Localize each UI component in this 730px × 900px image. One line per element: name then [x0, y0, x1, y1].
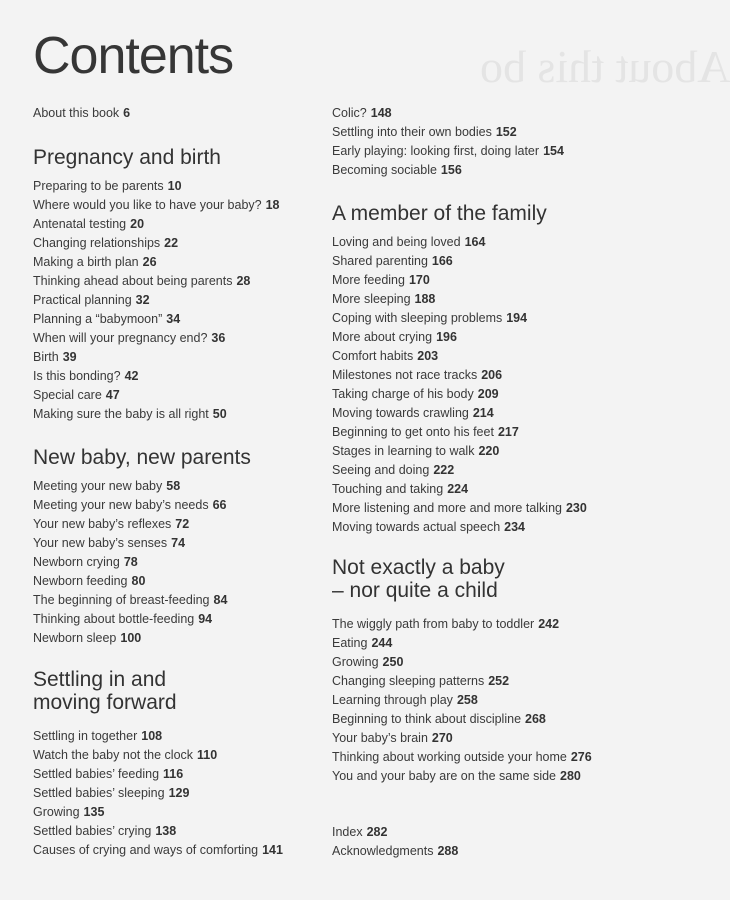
- toc-entry-page-number: 80: [131, 574, 146, 588]
- toc-entry-page-number: 242: [538, 617, 560, 631]
- toc-entry-page-number: 72: [175, 517, 190, 531]
- toc-entry-page-number: 209: [477, 387, 499, 401]
- toc-entry-label: You and your baby are on the same side: [332, 769, 556, 783]
- toc-entry-page-number: 135: [83, 805, 105, 819]
- toc-entry[interactable]: [332, 405, 494, 421]
- toc-entry-page-number: 164: [464, 235, 486, 249]
- toc-entry[interactable]: [33, 573, 145, 589]
- toc-entry-page-number: 276: [570, 750, 592, 764]
- toc-entry[interactable]: [33, 766, 183, 782]
- toc-entry-page-number: 34: [166, 312, 181, 326]
- toc-entry[interactable]: [332, 635, 392, 651]
- toc-entry[interactable]: [332, 500, 587, 516]
- toc-entry[interactable]: [332, 234, 485, 250]
- toc-entry-label: Newborn sleep: [33, 631, 117, 645]
- toc-entry-page-number: 203: [417, 349, 439, 363]
- toc-entry[interactable]: [33, 235, 178, 251]
- toc-entry-label: Acknowledgments: [332, 844, 434, 858]
- toc-entry-page-number: 32: [135, 293, 150, 307]
- toc-entry-label: Beginning to think about discipline: [332, 712, 522, 726]
- toc-entry-label: Beginning to get onto his feet: [332, 425, 494, 439]
- toc-entry[interactable]: [33, 254, 157, 270]
- toc-entry-label: More sleeping: [332, 292, 411, 306]
- toc-entry-label: Growing: [33, 805, 80, 819]
- toc-entry[interactable]: [332, 749, 592, 765]
- toc-entry-label: Meeting your new baby’s needs: [33, 498, 209, 512]
- toc-entry-page-number: 156: [440, 163, 462, 177]
- toc-entry[interactable]: [33, 178, 182, 194]
- toc-entry-page-number: 224: [447, 482, 469, 496]
- toc-entry[interactable]: [33, 728, 162, 744]
- toc-entry-page-number: 36: [211, 331, 226, 345]
- toc-entry-label: Your baby’s brain: [332, 731, 428, 745]
- toc-entry[interactable]: [33, 804, 104, 820]
- toc-entry-page-number: 148: [370, 106, 392, 120]
- section-heading: A member of the family: [332, 202, 547, 225]
- toc-entry-label: Antenatal testing: [33, 217, 127, 231]
- toc-entry[interactable]: [332, 519, 525, 535]
- toc-entry-label: Preparing to be parents: [33, 179, 164, 193]
- toc-entry[interactable]: [332, 424, 519, 440]
- toc-entry[interactable]: [33, 330, 225, 346]
- toc-entry-label: Changing relationships: [33, 236, 161, 250]
- toc-entry-page-number: 152: [495, 125, 517, 139]
- toc-entry-page-number: 138: [155, 824, 177, 838]
- toc-entry-label: Is this bonding?: [33, 369, 121, 383]
- toc-entry-label: Thinking about bottle-feeding: [33, 612, 195, 626]
- toc-entry-page-number: 154: [543, 144, 564, 158]
- toc-entry-label: Changing sleeping patterns: [332, 674, 485, 688]
- toc-entry-page-number: 84: [213, 593, 228, 607]
- toc-entry-page-number: 288: [437, 844, 459, 858]
- toc-entry-page-number: 78: [123, 555, 138, 569]
- toc-entry-label: Moving towards crawling: [332, 406, 469, 420]
- toc-entry[interactable]: [332, 162, 462, 178]
- toc-entry-label: Learning through play: [332, 693, 453, 707]
- toc-entry[interactable]: [33, 785, 189, 801]
- toc-entry-label: Loving and being loved: [332, 235, 461, 249]
- toc-entry[interactable]: [33, 368, 138, 384]
- toc-entry-page-number: 206: [481, 368, 503, 382]
- toc-entry-label: Practical planning: [33, 293, 132, 307]
- toc-entry-label: Newborn crying: [33, 555, 120, 569]
- toc-entry-label: Becoming sociable: [332, 163, 437, 177]
- toc-entry[interactable]: [332, 124, 517, 140]
- toc-entry[interactable]: [332, 329, 457, 345]
- toc-entry-page-number: 188: [414, 292, 436, 306]
- toc-entry-label: Causes of crying and ways of comforting: [33, 843, 259, 857]
- toc-entry[interactable]: [332, 348, 438, 364]
- toc-entry-page-number: 194: [506, 311, 528, 325]
- toc-entry[interactable]: [33, 611, 212, 627]
- toc-entry-label: Thinking about working outside your home: [332, 750, 567, 764]
- toc-entry-page-number: 250: [382, 655, 404, 669]
- toc-entry-page-number: 39: [62, 350, 77, 364]
- toc-entry-page-number: 50: [212, 407, 227, 421]
- toc-entry-page-number: 100: [120, 631, 142, 645]
- toc-entry-page-number: 18: [265, 198, 280, 212]
- toc-entry-label: Stages in learning to walk: [332, 444, 475, 458]
- toc-entry-label: Settled babies’ crying: [33, 824, 152, 838]
- toc-entry-label: Index: [332, 825, 363, 839]
- toc-entry-page-number: 282: [366, 825, 388, 839]
- toc-entry[interactable]: [332, 692, 478, 708]
- toc-entry-label: Seeing and doing: [332, 463, 430, 477]
- toc-entry[interactable]: [33, 478, 180, 494]
- toc-entry-label: Your new baby’s senses: [33, 536, 168, 550]
- toc-entry[interactable]: [33, 535, 185, 551]
- page-title: Contents: [33, 27, 234, 85]
- toc-entry-page-number: 244: [371, 636, 393, 650]
- toc-entry-label: More listening and more and more talking: [332, 501, 562, 515]
- toc-entry-label: Making sure the baby is all right: [33, 407, 209, 421]
- toc-entry-page-number: 20: [130, 217, 145, 231]
- toc-entry[interactable]: [33, 516, 189, 532]
- toc-entry-label: Birth: [33, 350, 59, 364]
- section-heading: – nor quite a child: [332, 578, 498, 602]
- toc-entry[interactable]: [33, 105, 130, 121]
- toc-entry[interactable]: [332, 654, 403, 670]
- toc-entry[interactable]: [332, 386, 499, 402]
- toc-entry-label: Touching and taking: [332, 482, 444, 496]
- toc-entry[interactable]: [33, 842, 283, 858]
- toc-entry-page-number: 22: [164, 236, 179, 250]
- toc-entry[interactable]: [332, 272, 430, 288]
- toc-entry[interactable]: [332, 367, 502, 383]
- toc-entry[interactable]: [332, 824, 387, 840]
- section-heading: moving forward: [33, 690, 177, 714]
- toc-entry-page-number: 166: [431, 254, 453, 268]
- toc-entry-label: Comfort habits: [332, 349, 414, 363]
- toc-entry[interactable]: [33, 197, 280, 213]
- toc-entry-page-number: 141: [262, 843, 283, 857]
- toc-entry-page-number: 230: [565, 501, 587, 515]
- toc-entry[interactable]: [332, 443, 499, 459]
- toc-entry-label: Shared parenting: [332, 254, 428, 268]
- toc-entry[interactable]: [33, 592, 227, 608]
- toc-entry-page-number: 94: [198, 612, 213, 626]
- toc-entry[interactable]: [332, 768, 581, 784]
- toc-entry-page-number: 234: [504, 520, 526, 534]
- toc-entry[interactable]: [33, 311, 180, 327]
- section-heading: Settling in and: [33, 668, 167, 691]
- toc-entry-page-number: 108: [141, 729, 163, 743]
- toc-entry[interactable]: [33, 292, 150, 308]
- toc-entry[interactable]: [33, 406, 227, 422]
- section-heading: Not exactly a baby: [332, 556, 505, 579]
- toc-entry[interactable]: [33, 216, 144, 232]
- toc-entry-page-number: 222: [433, 463, 455, 477]
- toc-entry[interactable]: [33, 387, 120, 403]
- toc-entry-label: Your new baby’s reflexes: [33, 517, 172, 531]
- toc-entry-label: Moving towards actual speech: [332, 520, 501, 534]
- toc-entry[interactable]: [332, 673, 509, 689]
- toc-entry[interactable]: [332, 711, 546, 727]
- toc-entry[interactable]: [33, 273, 250, 289]
- toc-entry[interactable]: [33, 630, 141, 646]
- toc-entry-page-number: 26: [142, 255, 157, 269]
- toc-entry-page-number: 47: [105, 388, 120, 402]
- toc-entry-page-number: 214: [472, 406, 494, 420]
- toc-entry-label: Watch the baby not the clock: [33, 748, 194, 762]
- toc-entry-label: Eating: [332, 636, 368, 650]
- toc-entry-page-number: 268: [525, 712, 546, 726]
- toc-entry-page-number: 6: [123, 106, 131, 120]
- toc-entry[interactable]: [33, 497, 226, 513]
- toc-entry-page-number: 270: [431, 731, 453, 745]
- toc-entry[interactable]: [332, 291, 435, 307]
- show-through-text: About this bo: [480, 41, 730, 92]
- toc-entry[interactable]: [332, 616, 559, 632]
- toc-entry-page-number: 116: [163, 767, 184, 781]
- toc-entry-label: Growing: [332, 655, 379, 669]
- toc-entry-page-number: 220: [478, 444, 500, 458]
- toc-entry-page-number: 170: [408, 273, 430, 287]
- toc-entry[interactable]: [33, 349, 77, 365]
- toc-entry-label: About this book: [33, 106, 120, 120]
- toc-entry-label: Early playing: looking first, doing later: [332, 144, 540, 158]
- toc-entry-label: Milestones not race tracks: [332, 368, 478, 382]
- toc-entry-label: Settling in together: [33, 729, 138, 743]
- toc-entry[interactable]: [332, 253, 453, 269]
- toc-entry[interactable]: [332, 730, 453, 746]
- toc-entry-label: Meeting your new baby: [33, 479, 163, 493]
- toc-entry-label: Settled babies’ sleeping: [33, 786, 165, 800]
- toc-entry-label: Colic?: [332, 106, 367, 120]
- toc-entry-page-number: 10: [167, 179, 182, 193]
- toc-entry-page-number: 196: [436, 330, 457, 344]
- toc-entry-page-number: 217: [497, 425, 519, 439]
- toc-entry-label: Taking charge of his body: [332, 387, 474, 401]
- toc-entry-label: Settling into their own bodies: [332, 125, 492, 139]
- toc-entry-page-number: 28: [236, 274, 251, 288]
- toc-entry-label: More about crying: [332, 330, 433, 344]
- toc-entry-page-number: 66: [212, 498, 227, 512]
- toc-entry[interactable]: [332, 843, 458, 859]
- toc-entry[interactable]: [33, 823, 176, 839]
- toc-entry-label: Where would you like to have your baby?: [33, 198, 262, 212]
- toc-entry-label: More feeding: [332, 273, 405, 287]
- toc-entry-label: Newborn feeding: [33, 574, 128, 588]
- toc-entry[interactable]: [33, 554, 138, 570]
- toc-entry-label: Coping with sleeping problems: [332, 311, 503, 325]
- toc-entry[interactable]: [332, 462, 454, 478]
- toc-entry-label: Special care: [33, 388, 102, 402]
- toc-entry-page-number: 42: [124, 369, 139, 383]
- toc-entry-label: Thinking ahead about being parents: [33, 274, 233, 288]
- section-heading: Pregnancy and birth: [33, 146, 221, 169]
- toc-entry-label: Settled babies’ feeding: [33, 767, 160, 781]
- toc-entry-label: Planning a “babymoon”: [33, 312, 163, 326]
- toc-entry-page-number: 252: [488, 674, 510, 688]
- toc-entry-page-number: 74: [171, 536, 186, 550]
- toc-entry-label: The wiggly path from baby to toddler: [332, 617, 535, 631]
- toc-entry[interactable]: [332, 143, 564, 159]
- toc-entry[interactable]: [332, 105, 392, 121]
- section-heading: New baby, new parents: [33, 446, 251, 469]
- toc-entry-page-number: 280: [560, 769, 581, 783]
- toc-entry-page-number: 58: [166, 479, 181, 493]
- toc-entry-label: When will your pregnancy end?: [33, 331, 208, 345]
- toc-entry-page-number: 258: [456, 693, 478, 707]
- toc-entry-label: Making a birth plan: [33, 255, 139, 269]
- toc-entry-page-number: 110: [197, 748, 218, 762]
- toc-entry-page-number: 129: [168, 786, 190, 800]
- toc-entry[interactable]: [33, 747, 217, 763]
- toc-entry[interactable]: [332, 310, 527, 326]
- toc-entry-label: The beginning of breast-feeding: [33, 593, 210, 607]
- toc-entry[interactable]: [332, 481, 468, 497]
